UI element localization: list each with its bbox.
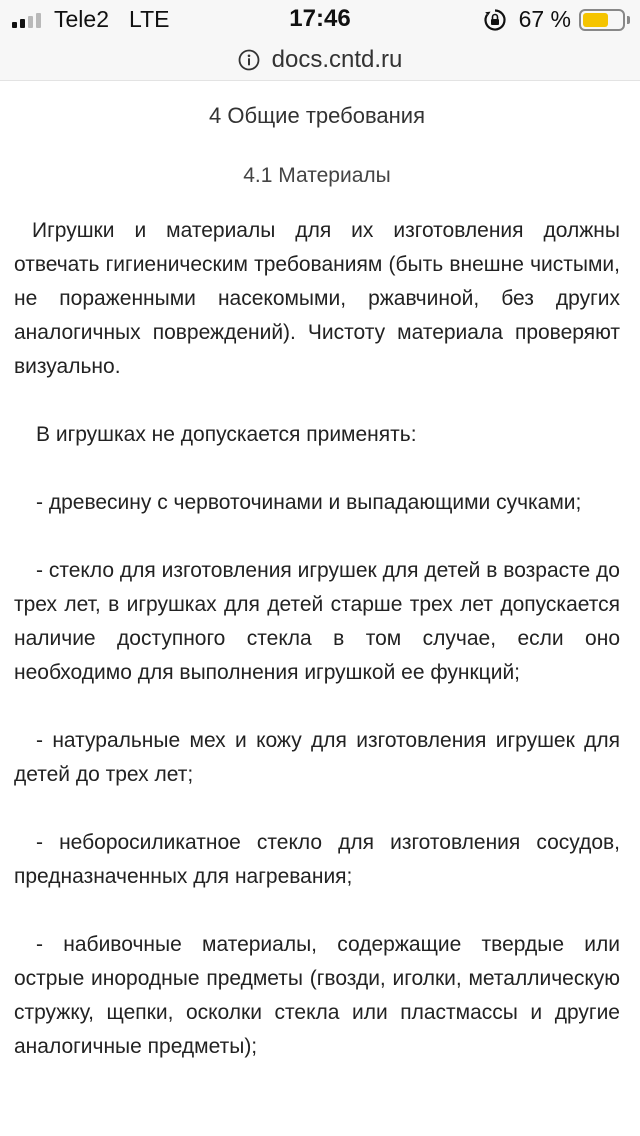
clock: 17:46 (289, 5, 351, 32)
orientation-lock-icon (483, 8, 507, 32)
section-heading: 4 Общие требования (209, 103, 425, 128)
status-right (483, 6, 630, 33)
battery-level (583, 13, 608, 27)
document-content (14, 96, 620, 1064)
network-type: LTE (128, 6, 170, 32)
url-text[interactable]: docs.cntd.ru (271, 46, 403, 73)
list-item-fur: - натуральные мех и кожу для изготовления игрушек для детей до трех лет; (14, 729, 620, 786)
battery-icon (579, 9, 625, 31)
list-item-nonborosilicate: - неборосиликатное стекло для изготовления сосудов, предназначенных для нагревания; (14, 831, 620, 888)
paragraph-intro: Игрушки и материалы для их изготовления должны отвечать гигиеническим требованиям (быть внешне чистыми, не пораженными насекомыми, ржавчиной, без других аналогичных повреждений). Чистоту материала проверяют визуально. (14, 219, 620, 378)
address-bar[interactable] (0, 40, 640, 81)
paragraph-list-lead: В игрушках не допускается применять: (36, 423, 417, 446)
info-icon[interactable] (238, 49, 260, 71)
battery-percentage: 67 % (518, 6, 571, 32)
subsection-heading: 4.1 Материалы (243, 164, 391, 187)
status-bar (0, 0, 640, 40)
list-item-wood: - древесину с червоточинами и выпадающими сучками; (36, 491, 582, 514)
list-item-stuffing: - набивочные материалы, содержащие твердые или острые инородные предметы (гвозди, иголки, металлическую стружку, щепки, осколки стекла или пластмассы и другие аналогичные предметы); (14, 933, 620, 1058)
battery-tip (627, 16, 630, 24)
carrier-name: Tele2 (54, 6, 109, 32)
list-item-glass: - стекло для изготовления игрушек для детей в возрасте до трех лет, в игрушках для детей старше трех лет допускается наличие доступного стекла в том случае, если оно необходимо для выполнения игрушкой ее функций; (14, 559, 620, 684)
